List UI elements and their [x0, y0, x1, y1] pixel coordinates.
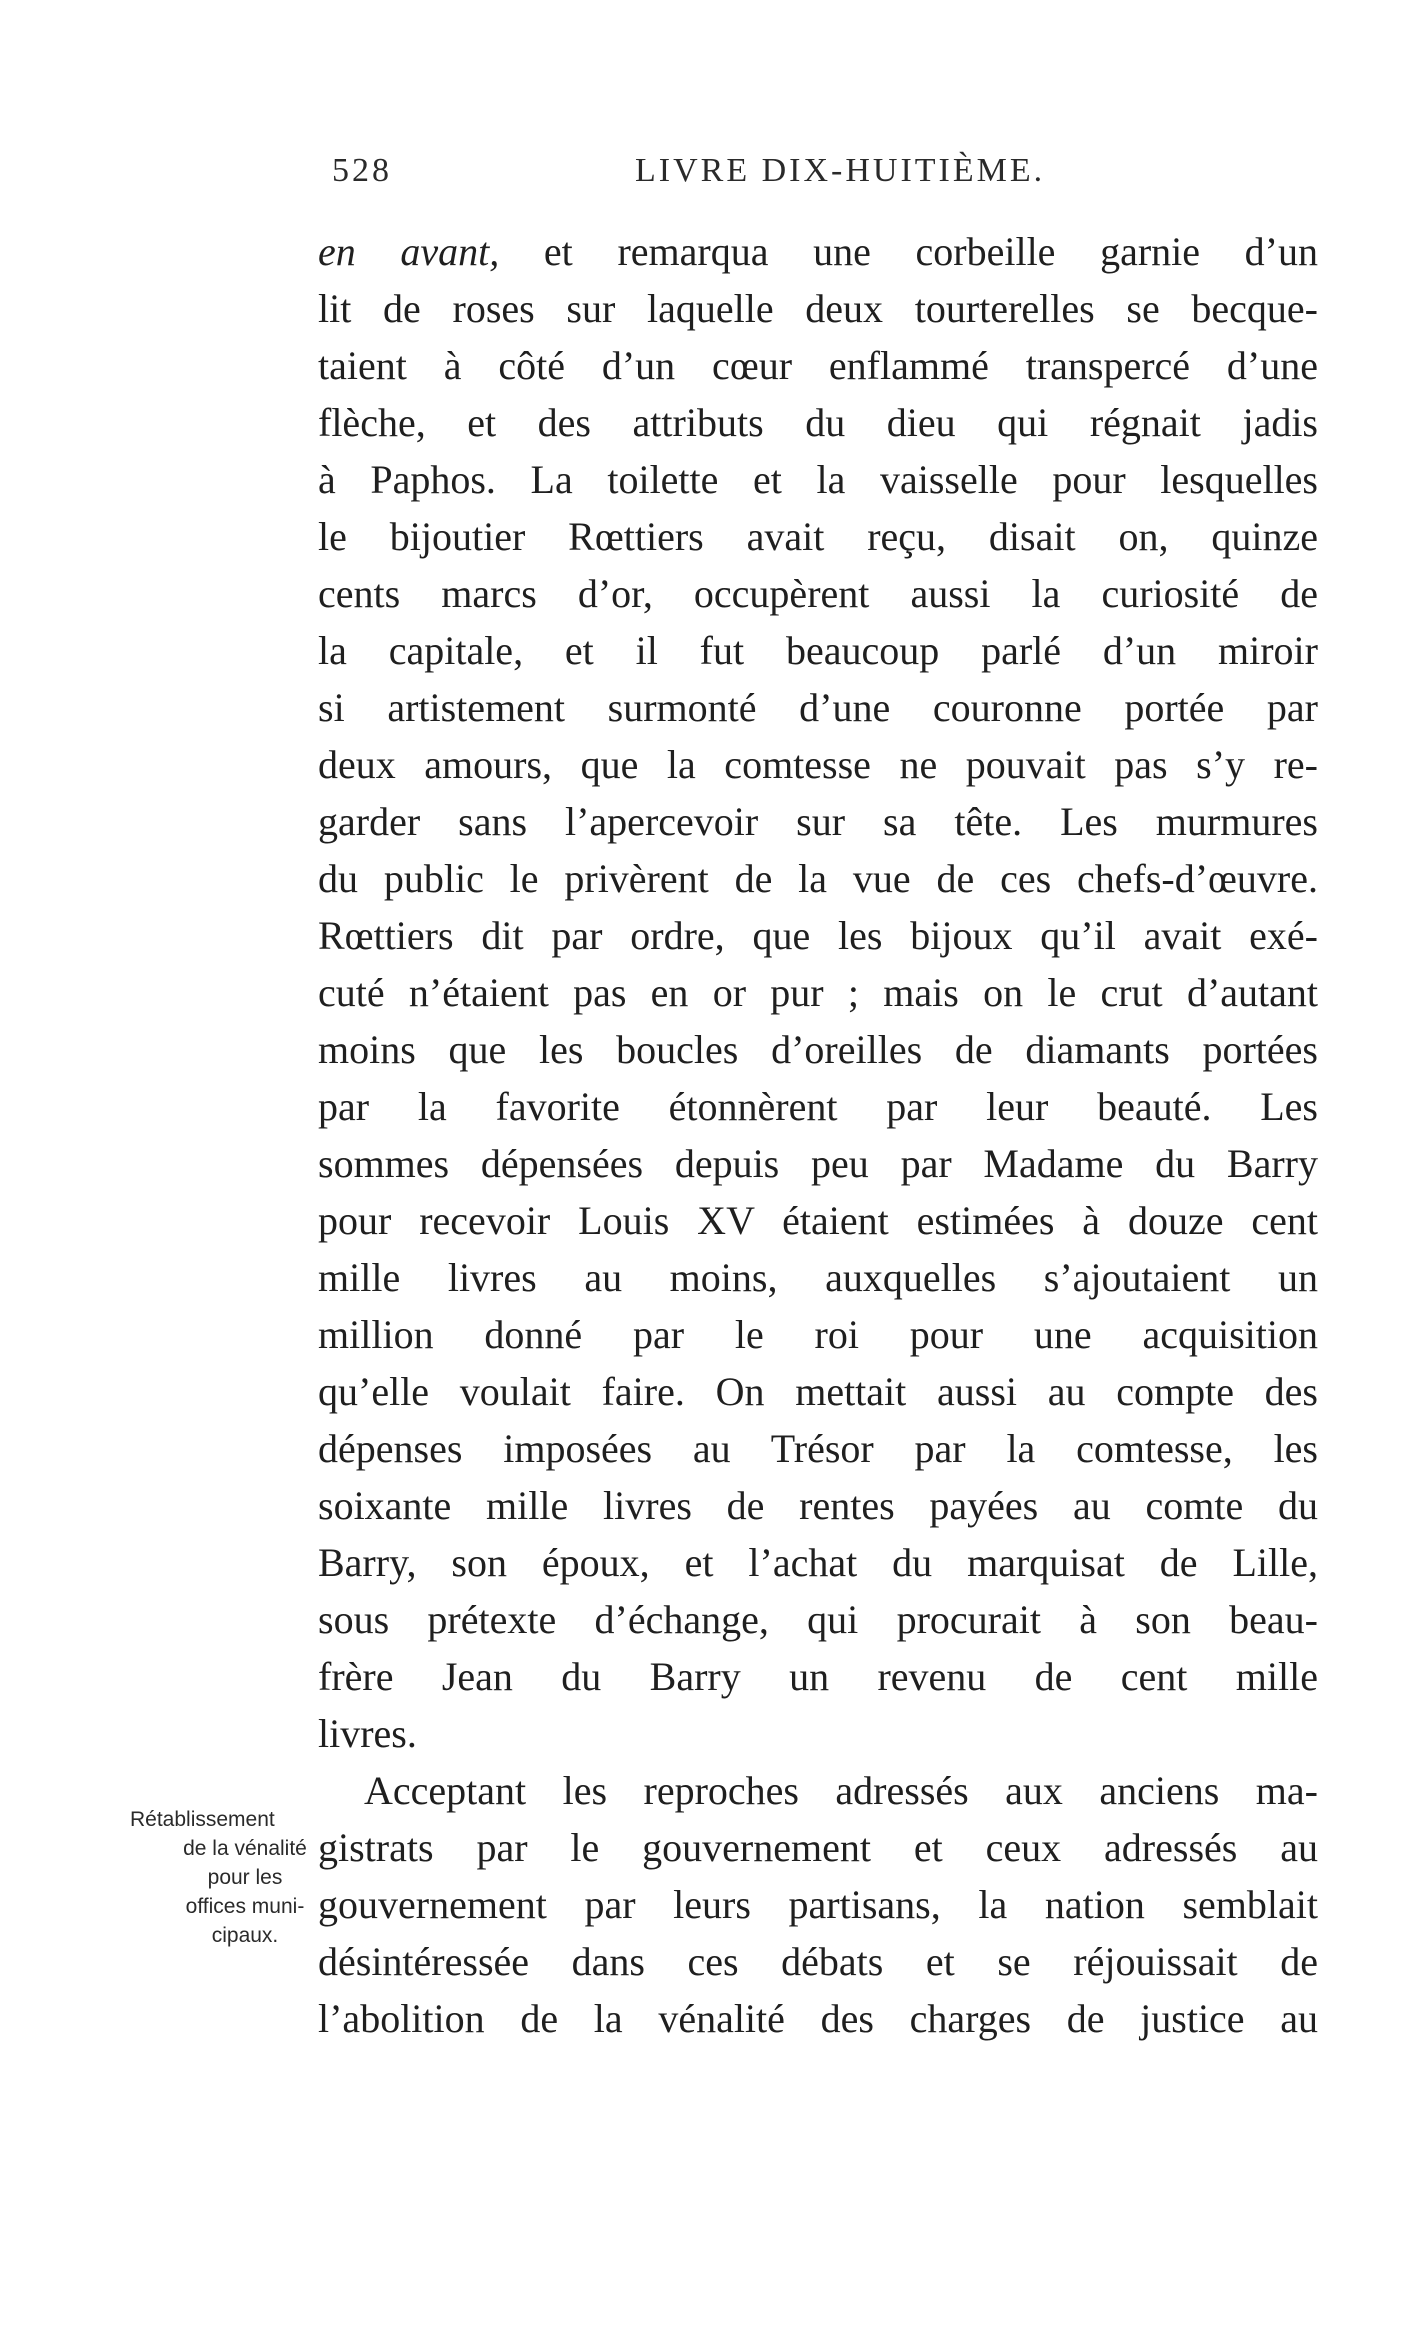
page-number: 528 [332, 152, 392, 189]
text-line: soixante mille livres de rentes payées au comte du [318, 1483, 1318, 1528]
text-line: à Paphos. La toilette et la vaisselle pour lesquelles [318, 457, 1318, 502]
margin-note-line: offices muni- [185, 1895, 305, 1918]
italic-phrase: en avant, [318, 229, 500, 274]
text-line: du public le privèrent de la vue de ces chefs-d’œuvre. [318, 856, 1318, 901]
paragraph-start-line: Acceptant les reproches adressés aux anciens ma- [364, 1768, 1318, 1813]
text-line: deux amours, que la comtesse ne pouvait pas s’y re- [318, 742, 1318, 787]
text-line: l’abolition de la vénalité des charges de justice au [318, 1996, 1318, 2041]
text-line: désintéressée dans ces débats et se réjouissait de [318, 1939, 1318, 1984]
text-fragment: et remarqua une corbeille garnie d’un [499, 229, 1318, 274]
text-line: dépenses imposées au Trésor par la comtesse, les [318, 1426, 1318, 1471]
text-line: mille livres au moins, auxquelles s’ajoutaient un [318, 1255, 1318, 1300]
text-line: qu’elle voulait faire. On mettait aussi au compte des [318, 1369, 1318, 1414]
text-line: Barry, son époux, et l’achat du marquisat de Lille, [318, 1540, 1318, 1585]
margin-note-line: cipaux. [211, 1924, 279, 1947]
running-title: LIVRE DIX-HUITIÈME. [635, 152, 1046, 189]
margin-note-line: Rétablissement [130, 1808, 275, 1831]
text-line: la capitale, et il fut beaucoup parlé d’un miroir [318, 628, 1318, 673]
text-line: pour recevoir Louis XV étaient estimées à douze cent [318, 1198, 1318, 1243]
text-line: moins que les boucles d’oreilles de diamants portées [318, 1027, 1318, 1072]
margin-note-line: de la vénalité [183, 1837, 307, 1860]
margin-note [130, 1805, 310, 1950]
text-line: le bijoutier Rœttiers avait reçu, disait on, quinze [318, 514, 1318, 559]
text-line: Rœttiers dit par ordre, que les bijoux qu’il avait exé- [318, 913, 1318, 958]
text-line: cuté n’étaient pas en or pur ; mais on le crut d’autant [318, 970, 1318, 1015]
text-line: gouvernement par leurs partisans, la nation semblait [318, 1882, 1318, 1927]
text-line: gistrats par le gouvernement et ceux adressés au [318, 1825, 1318, 1870]
text-line: taient à côté d’un cœur enflammé transpercé d’une [318, 343, 1318, 388]
text-line: lit de roses sur laquelle deux tourterelles se becque- [318, 286, 1318, 331]
margin-note-line: pour les [207, 1866, 283, 1889]
text-line: frère Jean du Barry un revenu de cent mille [318, 1654, 1318, 1699]
text-line: million donné par le roi pour une acquisition [318, 1312, 1318, 1357]
body-text [318, 223, 1318, 2047]
text-line: garder sans l’apercevoir sur sa tête. Les murmures [318, 799, 1318, 844]
text-line: sous prétexte d’échange, qui procurait à son beau- [318, 1597, 1318, 1642]
text-line: flèche, et des attributs du dieu qui régnait jadis [318, 400, 1318, 445]
text-line: sommes dépensées depuis peu par Madame du Barry [318, 1141, 1318, 1186]
text-line: par la favorite étonnèrent par leur beauté. Les [318, 1084, 1318, 1129]
text-line: si artistement surmonté d’une couronne portée par [318, 685, 1318, 730]
paragraph-end-line: livres. [318, 1711, 417, 1756]
page-header [320, 152, 1320, 198]
text-line [318, 223, 1318, 280]
text-line: cents marcs d’or, occupèrent aussi la curiosité de [318, 571, 1318, 616]
